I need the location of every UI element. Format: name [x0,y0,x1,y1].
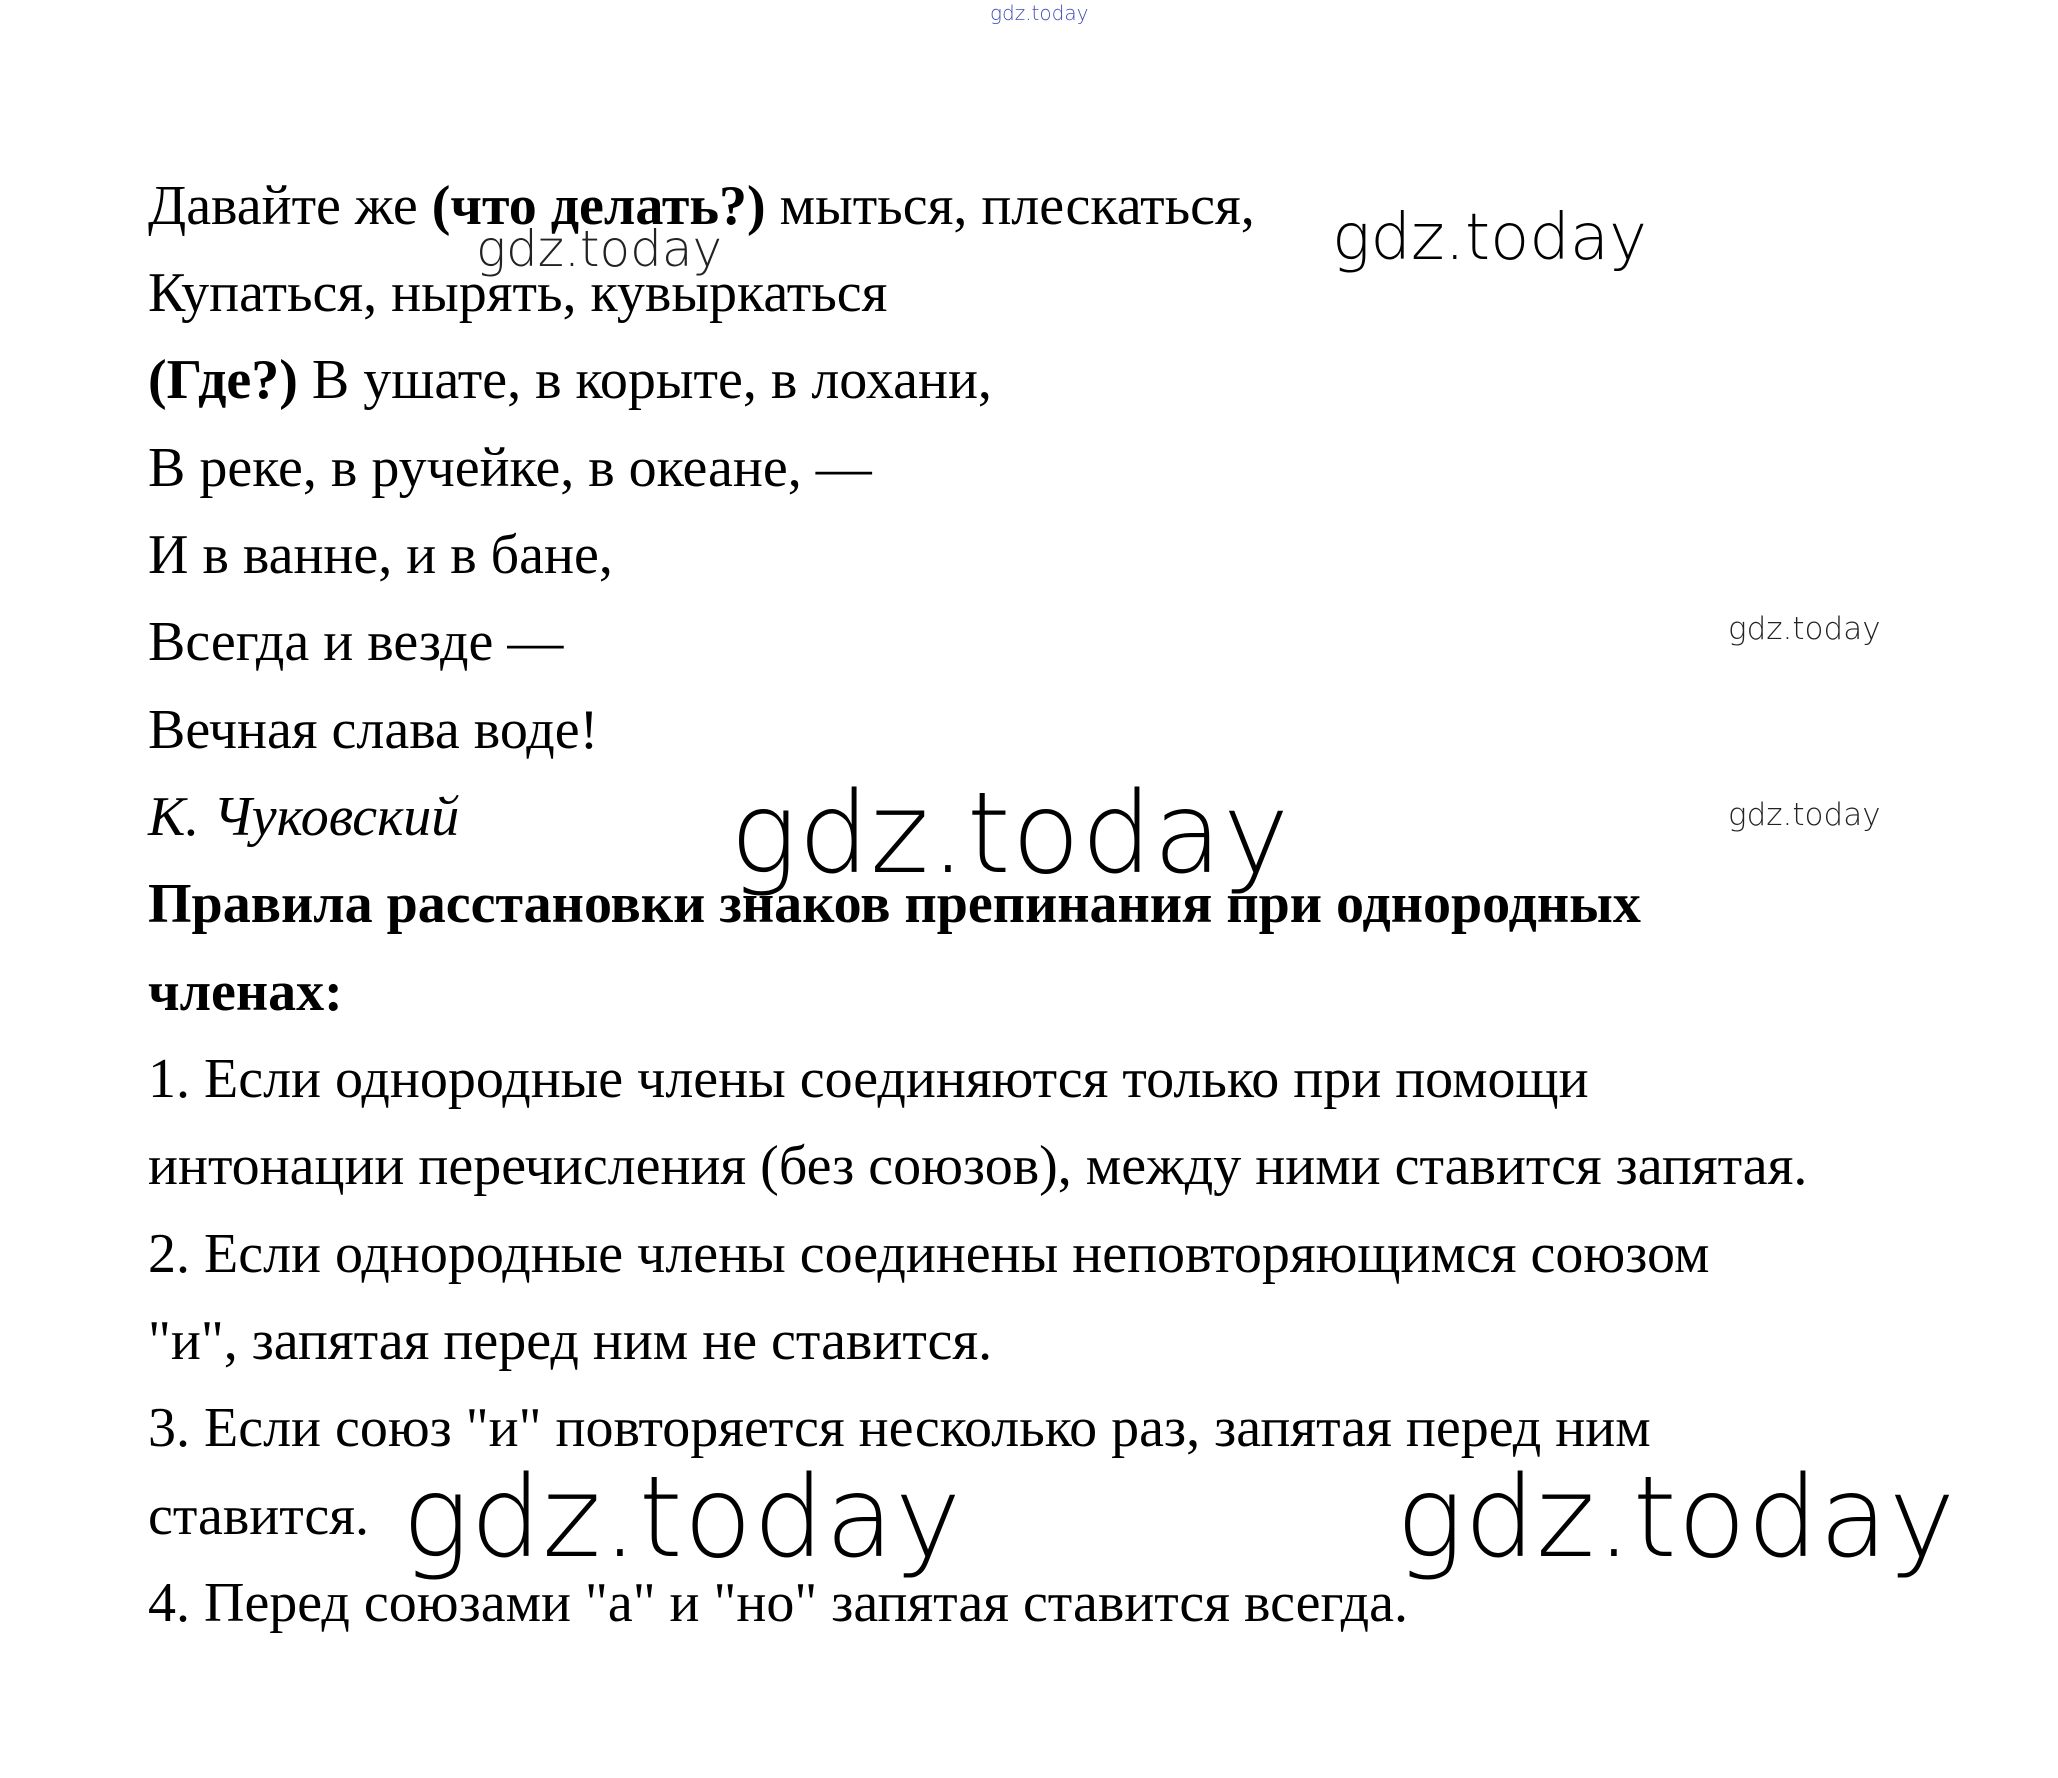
rule-2-line-2: "и", запятая перед ним не ставится. [148,1310,993,1372]
poem-line-1 [148,175,1255,237]
rules-heading-line-1: Правила расстановки знаков препинания при однородных [148,873,1641,935]
rules-heading-line-2: членах: [148,961,343,1023]
rule-3-line-1: 3. Если союз "и" повторяется несколько раз, запятая перед ним [148,1397,1651,1459]
watermark: gdz.today [730,769,1291,899]
rule-1-line-1: 1. Если однородные члены соединяются только при помощи [148,1048,1589,1110]
watermark: gdz.today [1332,201,1647,275]
poem-line-1-post: мыться, плескаться, [765,175,1255,237]
poem-line-3-post: В ушате, в корыте, в лохани, [297,349,992,411]
poem-line-4: В реке, в ручейке, в океане, — [148,437,872,499]
rule-3-line-2: ставится. [148,1485,370,1547]
watermark: gdz.today [1728,611,1881,647]
rule-1-line-2: интонации перечисления (без союзов), между ними ставится запятая. [148,1135,1808,1197]
poem-question: (Где?) [148,349,298,411]
watermark: gdz.today [402,1453,963,1583]
rule-4-line-1: 4. Перед союзами "а" и "но" запятая ставится всегда. [148,1572,1409,1634]
watermark-top: gdz.today [990,1,1089,25]
poem-line-1-pre: Давайте же [148,175,432,237]
poem-line-5: И в ванне, и в бане, [148,524,613,586]
rule-2-line-1: 2. Если однородные члены соединены неповторяющимся союзом [148,1223,1710,1285]
poem-author: К. Чуковский [148,786,460,848]
poem-line-2: Купаться, нырять, кувыркаться [148,262,888,324]
poem-line-3 [148,349,992,411]
watermark: gdz.today [476,220,723,278]
poem-question: (что делать?) [431,175,766,237]
watermark: gdz.today [1396,1453,1957,1583]
watermark: gdz.today [1728,797,1881,833]
poem-line-6: Всегда и везде — [148,611,564,673]
poem-line-7: Вечная слава воде! [148,699,599,761]
